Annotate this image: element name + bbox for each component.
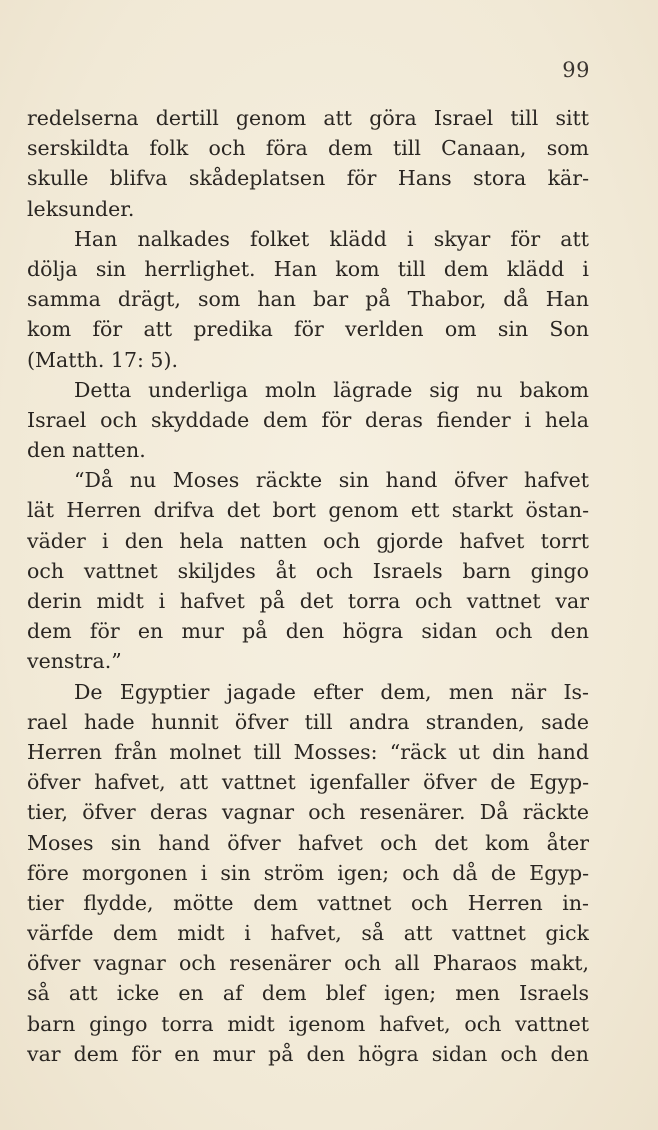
text-line: öfver vagnar och resenärer och all Pharaos makt, (27, 951, 589, 976)
text-line: tier, öfver deras vagnar och resenärer. Då räckte (27, 800, 589, 825)
text-line: serskildta folk och föra dem till Canaan, som (27, 136, 589, 161)
text-line: Han nalkades folket klädd i skyar för att (74, 226, 589, 251)
text-line: dölja sin herrlighet. Han kom till dem klädd i (27, 256, 589, 281)
text-line: (Matth. 17: 5). (27, 347, 178, 372)
text-line: skulle blifva skådeplatsen för Hans stora kär- (27, 166, 589, 191)
page-number: 99 (562, 58, 590, 82)
text-line: och vattnet skiljdes åt och Israels barn gingo (27, 558, 589, 583)
text-line: kom för att predika för verlden om sin Son (27, 317, 589, 342)
text-line: före morgonen i sin ström igen; och då de Egyp- (27, 860, 589, 885)
text-line: barn gingo torra midt igenom hafvet, och vattnet (27, 1011, 589, 1036)
text-line: värfde dem midt i hafvet, så att vattnet gick (27, 921, 589, 946)
text-line: lät Herren drifva det bort genom ett starkt östan- (27, 498, 589, 523)
text-line: Herren från molnet till Mosses: “räck ut din hand (27, 739, 589, 764)
text-line: venstra.” (27, 649, 122, 674)
text-line: “Då nu Moses räckte sin hand öfver hafvet (74, 468, 589, 493)
text-line: den natten. (27, 438, 146, 463)
text-line: Israel och skyddade dem för deras fiender i hela (27, 407, 589, 432)
text-line: De Egyptier jagade efter dem, men när Is- (74, 679, 589, 704)
text-line: derin midt i hafvet på det torra och vattnet var (27, 589, 589, 613)
text-line: dem för en mur på den högra sidan och den (27, 619, 589, 644)
text-line: var dem för en mur på den högra sidan och den (27, 1041, 589, 1066)
text-line: samma drägt, som han bar på Thabor, då Han (27, 287, 589, 312)
text-line: väder i den hela natten och gjorde hafvet torrt (27, 528, 589, 553)
body-text (27, 103, 589, 1069)
text-line: öfver hafvet, att vattnet igenfaller öfver de Egyp- (27, 770, 589, 795)
text-line: rael hade hunnit öfver till andra stranden, sade (27, 709, 589, 734)
text-line: tier flydde, mötte dem vattnet och Herren in- (27, 890, 589, 915)
text-line: så att icke en af dem blef igen; men Israels (27, 981, 589, 1006)
text-line: redelserna dertill genom att göra Israel till sitt (27, 106, 589, 130)
text-line: leksunder. (27, 196, 135, 221)
text-line: Moses sin hand öfver hafvet och det kom åter (27, 830, 589, 855)
text-line: Detta underliga moln lägrade sig nu bakom (74, 377, 589, 402)
